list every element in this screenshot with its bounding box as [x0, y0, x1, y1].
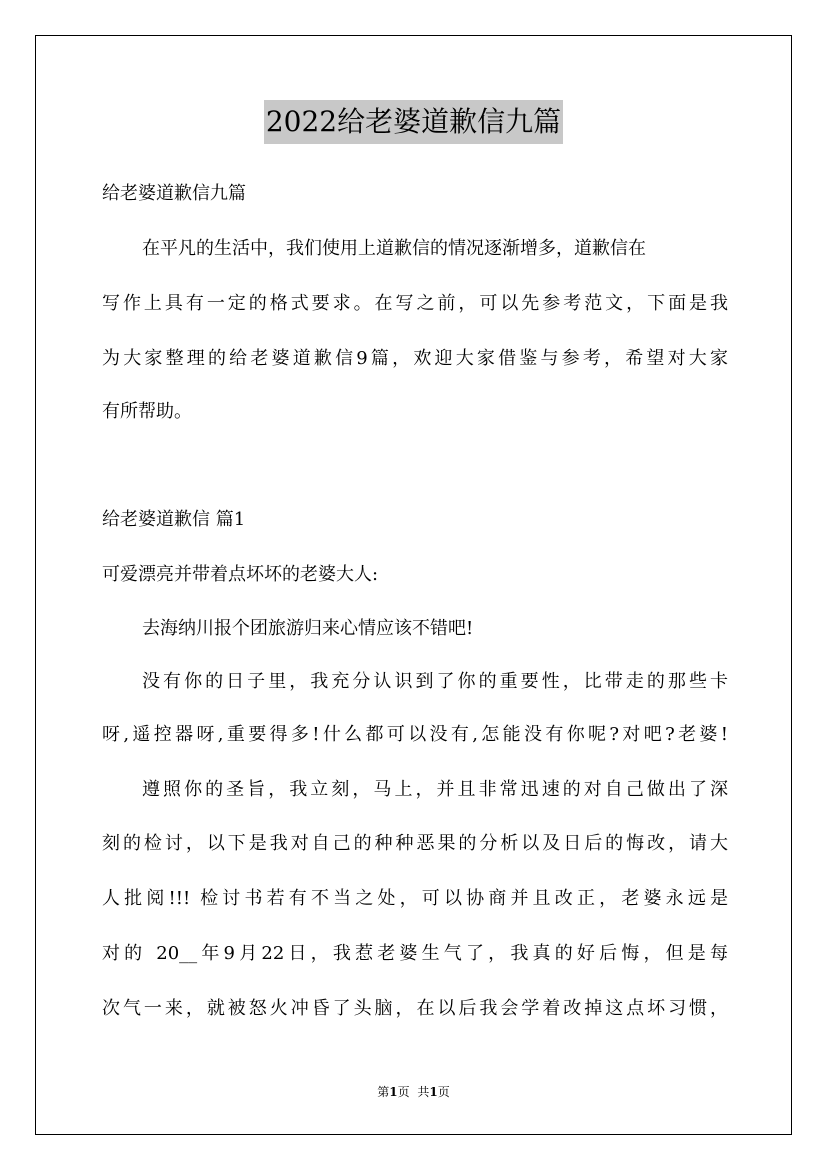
page-label-prefix: 第: [377, 1085, 390, 1099]
document-title: 2022给老婆道歉信九篇: [264, 100, 563, 144]
body-line-7: 对的 20__年9月22日，我惹老婆生气了，我真的好后悔，但是每: [102, 943, 728, 964]
body-line-8: 次气一来，就被怒火冲昏了头脑，在以后我会学着改掉这点坏习惯，: [102, 998, 728, 1019]
body-line-2: 没有你的日子里，我充分认识到了你的重要性，比带走的那些卡: [142, 671, 728, 692]
total-pages: 1: [429, 1085, 438, 1099]
body-line-4: 遵照你的圣旨，我立刻，马上，并且非常迅速的对自己做出了深: [142, 779, 728, 800]
document-subtitle: 给老婆道歉信九篇: [102, 183, 246, 204]
page-label-suffix: 页: [397, 1085, 410, 1099]
body-line-6: 人批阅!!! 检讨书若有不当之处，可以协商并且改正，老婆永远是: [102, 888, 728, 909]
body-line-5: 刻的检讨，以下是我对自己的种种恶果的分析以及日后的悔改，请大: [102, 833, 728, 854]
intro-line-1: 在平凡的生活中，我们使用上道歉信的情况逐渐增多，道歉信在: [142, 238, 646, 259]
body-line-3: 呀,遥控器呀,重要得多!什么都可以没有,怎能没有你呢?对吧?老婆!: [102, 724, 728, 745]
total-label-suffix: 页: [437, 1085, 450, 1099]
total-label-prefix: 共: [417, 1085, 430, 1099]
salutation: 可爱漂亮并带着点坏坏的老婆大人:: [102, 564, 379, 585]
section-heading: 给老婆道歉信 篇1: [102, 509, 246, 530]
body-line-1: 去海纳川报个团旅游归来心情应该不错吧!: [142, 618, 474, 639]
intro-line-4: 有所帮助。: [102, 401, 192, 422]
intro-line-2: 写作上具有一定的格式要求。在写之前，可以先参考范文，下面是我: [102, 293, 728, 314]
page-number: 1: [389, 1085, 398, 1099]
intro-line-3: 为大家整理的给老婆道歉信9篇，欢迎大家借鉴与参考，希望对大家: [102, 348, 728, 369]
page-footer: [0, 1083, 827, 1101]
title-wrap: [0, 100, 827, 144]
